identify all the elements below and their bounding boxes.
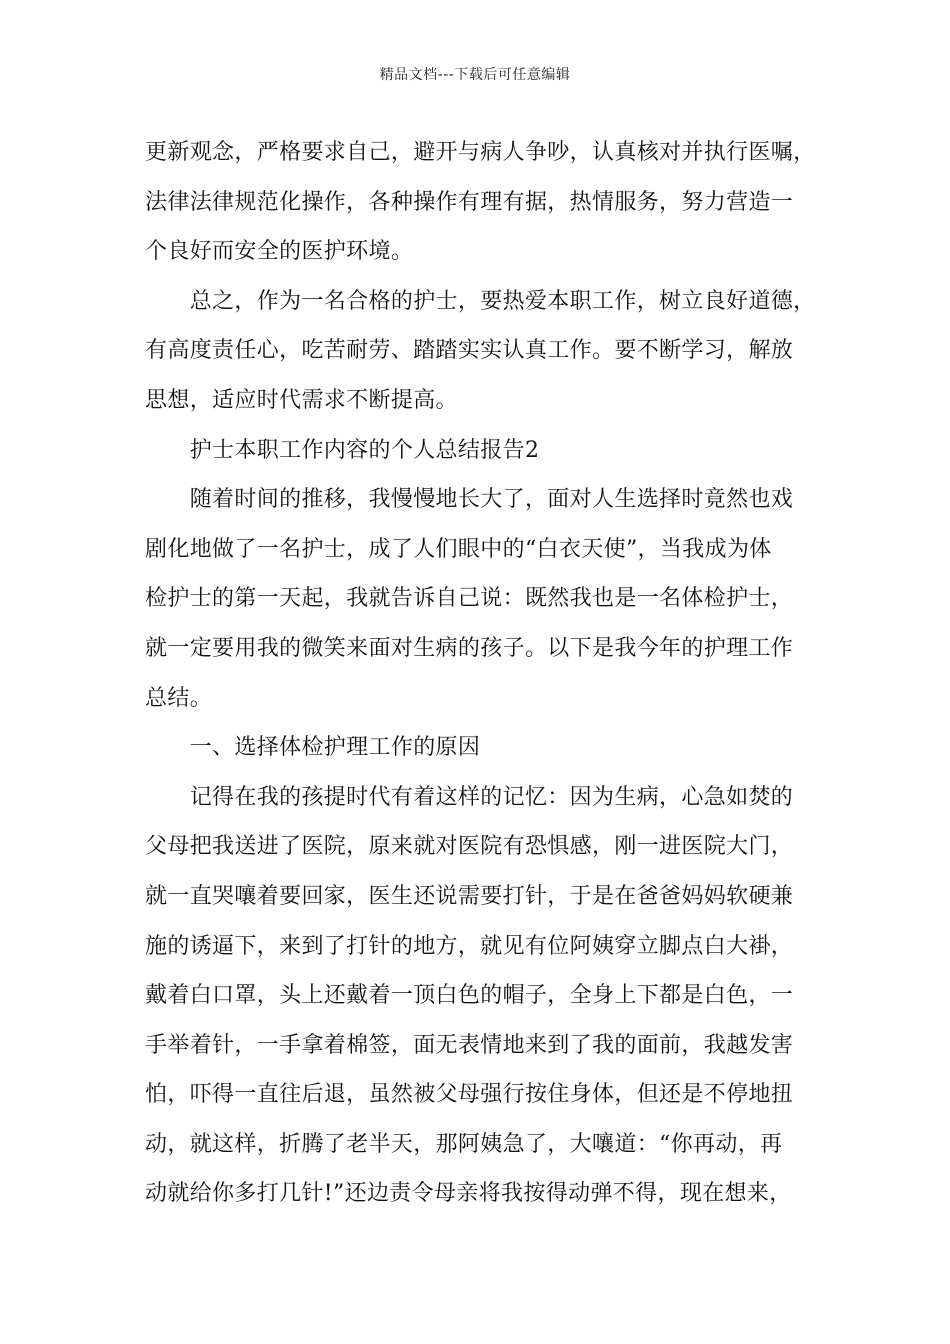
text-line: 就一直哭嚷着要回家，医生还说需要打针，于是在爸爸妈妈软硬兼 <box>145 883 794 909</box>
text-line: 怕，吓得一直往后退，虽然被父母强行按住身体，但还是不停地扭 <box>145 1082 794 1108</box>
text-line: 更新观念，严格要求自己，避开与病人争吵，认真核对并执行医嘱， <box>145 140 816 165</box>
document-body <box>145 128 825 1219</box>
text-line: 施的诱逼下，来到了打针的地方，就见有位阿姨穿立脚点白大褂， <box>145 933 794 959</box>
section-heading: 一、选择体检护理工作的原因 <box>145 735 481 761</box>
section-heading: 护士本职工作内容的个人总结报告2 <box>145 437 540 463</box>
text-line: 动就给你多打几针!”还边责令母亲将我按得动弹不得，现在想来， <box>145 1181 792 1207</box>
text-line: 手举着针，一手拿着棉签，面无表情地来到了我的面前，我越发害 <box>145 1032 794 1058</box>
text-line: 记得在我的孩提时代有着这样的记忆：因为生病，心急如焚的 <box>145 784 794 810</box>
text-line: 戴着白口罩，头上还戴着一顶白色的帽子，全身上下都是白色，一 <box>145 983 794 1009</box>
text-line: 有高度责任心，吃苦耐劳、踏踏实实认真工作。要不断学习，解放 <box>145 338 794 364</box>
text-line: 检护士的第一天起，我就告诉自己说：既然我也是一名体检护士， <box>145 586 794 612</box>
text-line: 思想，适应时代需求不断提高。 <box>145 387 458 413</box>
page-header: 精品文档---下载后可任意编辑 <box>379 67 571 83</box>
text-line: 动，就这样，折腾了老半天，那阿姨急了，大嚷道：“你再动，再 <box>145 1131 783 1157</box>
text-line: 随着时间的推移，我慢慢地长大了，面对人生选择时竟然也戏 <box>145 487 794 513</box>
text-line: 就一定要用我的微笑来面对生病的孩子。以下是我今年的护理工作 <box>145 635 794 661</box>
text-line: 总之，作为一名合格的护士，要热爱本职工作，树立良好道德， <box>145 288 816 314</box>
text-line: 剧化地做了一名护士，成了人们眼中的“白衣天使”，当我成为体 <box>145 536 772 562</box>
text-line: 父母把我送进了医院，原来就对医院有恐惧感，刚一进医院大门， <box>145 834 794 860</box>
text-line: 法律法律规范化操作，各种操作有理有据，热情服务，努力营造一 <box>145 189 794 215</box>
text-line: 总结。 <box>145 685 213 711</box>
text-line: 个良好而安全的医护环境。 <box>145 239 414 265</box>
